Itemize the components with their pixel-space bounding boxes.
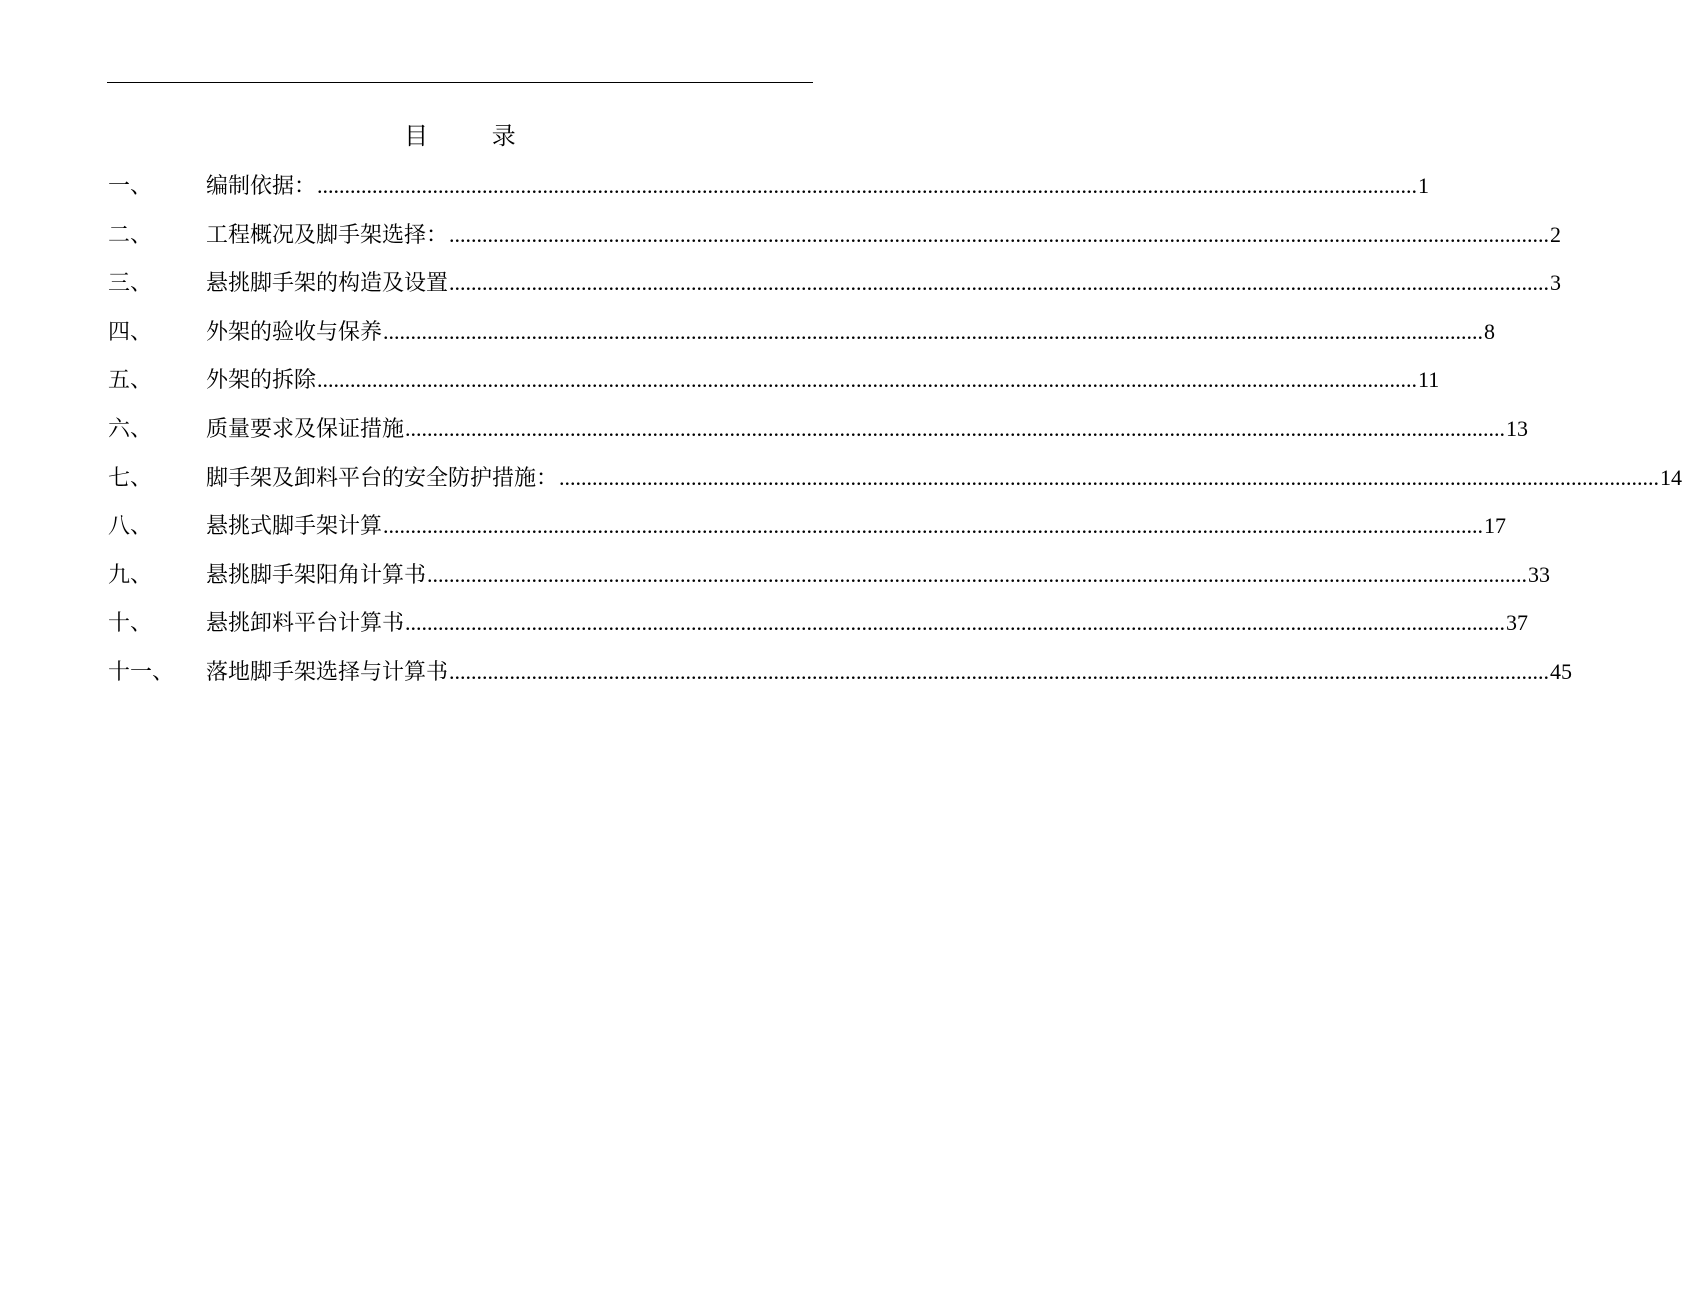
toc-entry-title: 悬挑式脚手架计算 [206,514,383,540]
toc-entry[interactable] [108,413,1529,462]
toc-entry-page: 17 [1484,513,1507,539]
toc-entry-leader: ........................................................................................................................................................................................................ [383,513,1484,539]
toc-entry-page: 2 [1550,221,1562,247]
toc-entry-number: 六、 [108,416,153,442]
toc-entry-number: 九、 [108,562,153,588]
toc-entry-leader: ........................................................................................................................................................................................................ [449,658,1550,684]
toc-entry-title: 外架的拆除 [206,368,317,394]
toc-entry-leader: ........................................................................................................................................................................................................ [383,318,1484,344]
toc-entry-number: 一、 [108,174,153,199]
toc-entry-page: 14 [1660,464,1682,490]
toc-entry[interactable] [108,462,1682,511]
toc-entry[interactable] [108,607,1529,656]
toc-entry-title: 落地脚手架选择与计算书 [206,659,449,685]
toc-entry[interactable] [108,559,1551,608]
toc-entry-number: 五、 [108,368,153,394]
header-rule [107,82,813,83]
toc-entry-number: 七、 [108,465,153,491]
toc-entry-leader: ........................................................................................................................................................................................................ [449,270,1550,296]
toc-entry[interactable] [108,170,1430,219]
toc-entry-page: 3 [1550,270,1562,296]
toc-entry-page: 11 [1418,367,1440,393]
toc-entry-page: 13 [1506,415,1529,441]
toc-entry-page: 1 [1418,173,1430,198]
toc-list [108,170,1682,705]
toc-entry[interactable] [108,316,1496,365]
toc-entry-number: 八、 [108,514,153,540]
toc-entry-title: 悬挑脚手架阳角计算书 [206,562,427,588]
toc-title: 目 录 [404,122,544,150]
toc-entry-leader: ........................................................................................................................................................................................................ [405,415,1506,441]
toc-entry-title: 编制依据： [206,174,317,199]
toc-entry-number: 四、 [108,319,153,345]
toc-entry-number: 三、 [108,271,153,297]
toc-entry-page: 45 [1550,658,1573,684]
toc-entry-page: 37 [1506,610,1529,636]
toc-entry[interactable] [108,510,1507,559]
toc-entry-title: 悬挑脚手架的构造及设置 [206,271,449,297]
toc-entry-number: 十、 [108,611,153,637]
toc-entry-leader: ........................................................................................................................................................................................................ [449,221,1550,247]
toc-entry-page: 33 [1528,561,1551,587]
toc-entry-title: 悬挑卸料平台计算书 [206,611,405,637]
toc-entry-title: 脚手架及卸料平台的安全防护措施： [206,465,559,491]
toc-entry[interactable] [108,364,1440,413]
toc-entry-title: 质量要求及保证措施 [206,416,405,442]
toc-entry[interactable] [108,656,1573,705]
toc-entry[interactable] [108,219,1562,268]
toc-entry-number: 二、 [108,222,153,248]
toc-entry-title: 工程概况及脚手架选择： [206,222,449,248]
toc-entry-number: 十一、 [108,659,175,685]
toc-entry-title: 外架的验收与保养 [206,319,383,345]
toc-entry-leader: ........................................................................................................................................................................................................ [317,173,1418,198]
toc-entry-leader: ........................................................................................................................................................................................................ [427,561,1528,587]
toc-entry-leader: ........................................................................................................................................................................................................ [317,367,1418,393]
toc-entry-leader: ........................................................................................................................................................................................................ [405,610,1506,636]
toc-entry[interactable] [108,267,1562,316]
toc-entry-page: 8 [1484,318,1496,344]
toc-entry-leader: ........................................................................................................................................................................................................ [559,464,1660,490]
